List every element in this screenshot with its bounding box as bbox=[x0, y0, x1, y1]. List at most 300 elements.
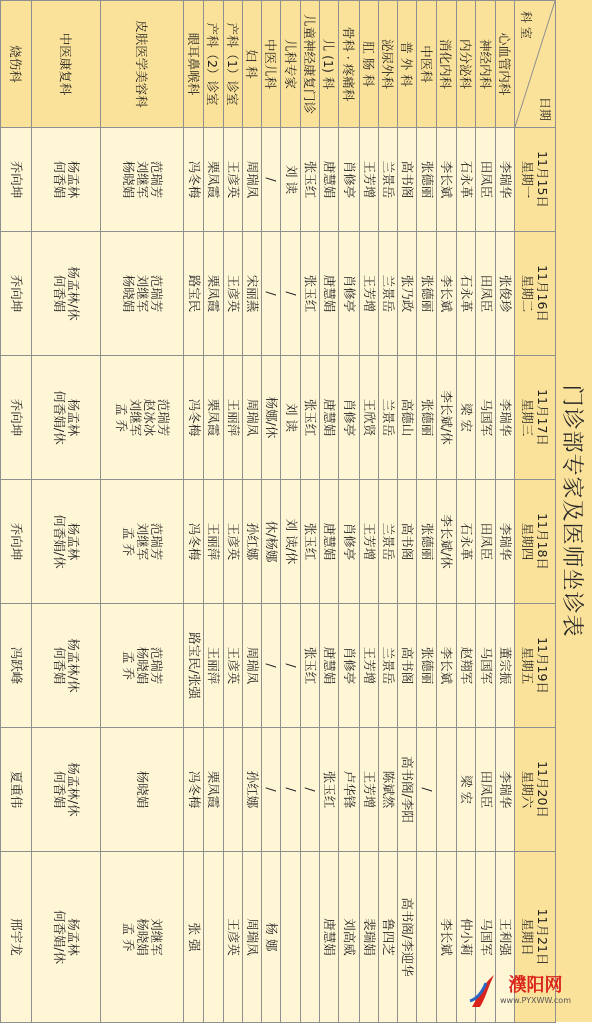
day-date: 11月18日 bbox=[535, 513, 550, 570]
doctor-name: 何香娟 bbox=[51, 770, 67, 809]
doctor-name: 高书阁 bbox=[400, 522, 416, 561]
doctor-name: 刘继军 bbox=[134, 274, 150, 313]
doctor-name: 高书阁/李阳 bbox=[400, 756, 416, 823]
schedule-cell bbox=[417, 232, 436, 356]
schedule-cell bbox=[281, 356, 300, 480]
doctor-name: 栗凤霞 bbox=[206, 770, 222, 809]
doctor-name: 范瑞芳 bbox=[155, 398, 171, 437]
schedule-cell bbox=[262, 232, 281, 356]
schedule-cell bbox=[183, 728, 203, 852]
schedule-cell bbox=[223, 728, 242, 852]
doctor-name: 王芳增 bbox=[361, 274, 377, 313]
dept-cell: 儿童神经康复门诊 bbox=[300, 1, 319, 128]
schedule-cell bbox=[204, 480, 223, 604]
day-date: 11月16日 bbox=[535, 265, 550, 322]
schedule-cell bbox=[398, 232, 417, 356]
doctor-name: 张俊珍 bbox=[497, 274, 513, 313]
doctor-name: 陈斌然 bbox=[381, 770, 397, 809]
schedule-cell bbox=[359, 852, 378, 1023]
doctor-name: 肖修亭 bbox=[341, 522, 357, 561]
table-row bbox=[204, 1, 223, 1023]
doctor-name: 李瑞华 bbox=[497, 522, 513, 561]
schedule-cell bbox=[378, 356, 397, 480]
table-row bbox=[476, 1, 495, 1023]
schedule-cell bbox=[359, 480, 378, 604]
schedule-cell bbox=[281, 852, 300, 1023]
doctor-name: 杨 娜 bbox=[264, 922, 280, 952]
doctor-name: 肖修亭 bbox=[341, 646, 357, 685]
schedule-cell bbox=[242, 356, 261, 480]
doctor-name: 刘继军 bbox=[134, 160, 150, 199]
doctor-name: 董宗振 bbox=[497, 646, 513, 685]
schedule-cell bbox=[242, 480, 261, 604]
doctor-name: 王丽萍 bbox=[206, 646, 222, 685]
schedule-cell bbox=[262, 128, 281, 232]
doctor-name: 唐慧娟 bbox=[322, 522, 338, 561]
table-row bbox=[457, 1, 476, 1023]
doctor-name: 李长斌 bbox=[439, 646, 455, 685]
doctor-name: 冯冬梅 bbox=[186, 398, 202, 437]
schedule-cell bbox=[262, 728, 281, 852]
schedule-cell bbox=[457, 480, 476, 604]
schedule-cell bbox=[398, 852, 417, 1023]
table-row bbox=[183, 1, 203, 1023]
dept-cell: 神经内科 bbox=[476, 1, 495, 128]
dept-cell: 产科（1）诊室 bbox=[223, 1, 242, 128]
schedule-cell bbox=[1, 128, 32, 232]
schedule-cell bbox=[262, 356, 281, 480]
doctor-name: 何香娟 bbox=[51, 274, 67, 313]
schedule-cell bbox=[204, 728, 223, 852]
doctor-name: 乔向坤 bbox=[8, 398, 24, 437]
doctor-name: 卢华锋 bbox=[341, 770, 357, 809]
schedule-cell bbox=[262, 480, 281, 604]
schedule-cell bbox=[417, 604, 436, 728]
doctor-name: 杨娜/休 bbox=[264, 396, 280, 439]
doctor-name: 何香娟/休 bbox=[51, 514, 67, 569]
day-weekday: 星期二 bbox=[520, 274, 535, 313]
doctor-name: 范瑞芳 bbox=[148, 646, 164, 685]
schedule-cell bbox=[100, 852, 183, 1023]
schedule-cell bbox=[476, 128, 495, 232]
schedule-cell bbox=[242, 128, 261, 232]
schedule-cell bbox=[31, 728, 100, 852]
doctor-name: 范瑞芳 bbox=[148, 160, 164, 199]
schedule-cell bbox=[281, 604, 300, 728]
schedule-cell bbox=[457, 604, 476, 728]
logo-icon bbox=[468, 971, 498, 1011]
day-date: 11月15日 bbox=[535, 151, 550, 208]
table-row bbox=[100, 1, 183, 1023]
day-date: 11月17日 bbox=[535, 389, 550, 446]
doctor-name: 杨孟林 bbox=[65, 522, 81, 561]
doctor-name: / bbox=[264, 663, 280, 668]
day-header bbox=[515, 128, 556, 232]
dept-cell: 泌尿外科 bbox=[378, 1, 397, 128]
schedule-cell bbox=[378, 852, 397, 1023]
doctor-name: / bbox=[283, 787, 299, 792]
schedule-cell bbox=[223, 480, 242, 604]
dept-cell: 肛 肠 科 bbox=[359, 1, 378, 128]
schedule-cell bbox=[398, 480, 417, 604]
doctor-name: 张德丽 bbox=[419, 646, 435, 685]
doctor-name: 刘高威 bbox=[341, 918, 357, 956]
schedule-cell bbox=[339, 604, 359, 728]
doctor-name: 周瑞凤 bbox=[244, 160, 260, 199]
schedule-cell bbox=[100, 728, 183, 852]
doctor-name: 肖修亭 bbox=[341, 274, 357, 313]
doctor-name: 唐慧娟 bbox=[322, 160, 338, 199]
doctor-name: 邢宇龙 bbox=[8, 918, 24, 956]
doctor-name: 张玉红 bbox=[302, 522, 318, 561]
schedule-cell bbox=[359, 356, 378, 480]
schedule-cell bbox=[495, 128, 514, 232]
doctor-name: 刘 读/休 bbox=[283, 518, 299, 565]
table-row bbox=[281, 1, 300, 1023]
doctor-name: 马国军 bbox=[478, 398, 494, 437]
doctor-name: 杨晓娟 bbox=[134, 646, 150, 685]
doctor-name: 杨孟林 bbox=[65, 918, 81, 956]
doctor-name: 杨孟林/休 bbox=[65, 266, 81, 321]
table-row bbox=[359, 1, 378, 1023]
schedule-cell bbox=[281, 480, 300, 604]
schedule-cell bbox=[495, 356, 514, 480]
dept-cell: 产科（2）诊室 bbox=[204, 1, 223, 128]
doctor-name: 唐慧娟 bbox=[322, 646, 338, 685]
doctor-name: 宋丽燕 bbox=[244, 274, 260, 313]
schedule-cell bbox=[339, 232, 359, 356]
table-row bbox=[300, 1, 319, 1023]
schedule-cell bbox=[300, 480, 319, 604]
schedule-cell bbox=[31, 232, 100, 356]
doctor-name: 赵冰冰 bbox=[141, 398, 157, 437]
doctor-name: 唐慧娟 bbox=[322, 918, 338, 956]
schedule-cell bbox=[398, 356, 417, 480]
day-weekday: 星期六 bbox=[520, 770, 535, 809]
doctor-name: 张玉红 bbox=[302, 646, 318, 685]
doctor-name: 兰景岳 bbox=[381, 274, 397, 313]
doctor-name: 兰景岳 bbox=[381, 160, 397, 199]
doctor-name: 梁 宏 bbox=[459, 775, 475, 804]
doctor-name: 杨晓娟 bbox=[134, 770, 150, 809]
doctor-name: 王芳增 bbox=[361, 770, 377, 809]
doctor-name: 肖修亭 bbox=[341, 398, 357, 437]
dept-cell: 儿 (1) 科 bbox=[320, 1, 339, 128]
table-row bbox=[417, 1, 436, 1023]
day-date: 11月20日 bbox=[535, 761, 550, 818]
doctor-name: 范瑞芳 bbox=[148, 522, 164, 561]
dept-cell: 妇 科 bbox=[242, 1, 261, 128]
schedule-cell bbox=[31, 128, 100, 232]
schedule-cell bbox=[183, 852, 203, 1023]
dept-cell: 儿科专家 bbox=[281, 1, 300, 128]
doctor-name: 梁 宏 bbox=[459, 403, 475, 432]
schedule-cell bbox=[204, 356, 223, 480]
doctor-name: 何香娟 bbox=[51, 160, 67, 199]
doctor-name: 马国军 bbox=[478, 918, 494, 956]
doctor-name: 兰景岳 bbox=[381, 522, 397, 561]
doctor-name: 乔向坤 bbox=[8, 522, 24, 561]
day-weekday: 星期三 bbox=[520, 398, 535, 437]
schedule-cell bbox=[457, 232, 476, 356]
table-row bbox=[398, 1, 417, 1023]
doctor-name: / bbox=[283, 663, 299, 668]
schedule-cell bbox=[223, 604, 242, 728]
dept-cell: 内分泌科 bbox=[457, 1, 476, 128]
table-row bbox=[378, 1, 397, 1023]
doctor-name: 李瑞华 bbox=[497, 398, 513, 437]
doctor-name: 张 强 bbox=[186, 922, 202, 952]
day-header bbox=[515, 356, 556, 480]
schedule-cell bbox=[223, 356, 242, 480]
doctor-name: 刘 读 bbox=[283, 403, 299, 432]
doctor-name: 范瑞芳 bbox=[148, 274, 164, 313]
schedule-cell bbox=[204, 232, 223, 356]
schedule-cell bbox=[378, 128, 397, 232]
schedule-cell bbox=[223, 128, 242, 232]
doctor-name: 李瑞华 bbox=[497, 160, 513, 199]
schedule-cell bbox=[436, 356, 456, 480]
doctor-name: 孟 乔 bbox=[120, 922, 136, 952]
doctor-name: 路宝民 bbox=[186, 274, 202, 313]
doctor-name: 刘继军 bbox=[134, 522, 150, 561]
doctor-name: 高书阁/李迎华 bbox=[400, 897, 416, 977]
doctor-name: 刘 读 bbox=[283, 165, 299, 194]
doctor-name: 张德丽 bbox=[419, 522, 435, 561]
doctor-name: 王芳增 bbox=[361, 160, 377, 199]
schedule-cell bbox=[204, 604, 223, 728]
doctor-name: 李长斌 bbox=[439, 274, 455, 313]
schedule-cell bbox=[300, 604, 319, 728]
doctor-name: 田凤臣 bbox=[478, 274, 494, 313]
schedule-cell bbox=[378, 232, 397, 356]
doctor-name: 何香娟 bbox=[51, 646, 67, 685]
doctor-name: 冯跃峰 bbox=[8, 646, 24, 685]
doctor-name: 李瑞华 bbox=[497, 770, 513, 809]
schedule-cell bbox=[457, 128, 476, 232]
day-weekday: 星期五 bbox=[520, 646, 535, 685]
doctor-name: 张德丽 bbox=[419, 160, 435, 199]
schedule-cell bbox=[476, 728, 495, 852]
doctor-name: 石永革 bbox=[459, 522, 475, 561]
table-row bbox=[223, 1, 242, 1023]
doctor-name: 高书阁 bbox=[400, 646, 416, 685]
day-weekday: 星期四 bbox=[520, 522, 535, 561]
schedule-cell bbox=[320, 480, 339, 604]
schedule-cell bbox=[100, 356, 183, 480]
schedule-cell bbox=[1, 356, 32, 480]
doctor-name: 张玉红 bbox=[302, 160, 318, 199]
doctor-name: 石永革 bbox=[459, 160, 475, 199]
schedule-cell bbox=[436, 480, 456, 604]
doctor-name: 孙红娜 bbox=[244, 770, 260, 809]
day-weekday: 星期一 bbox=[520, 160, 535, 199]
doctor-name: 王芳增 bbox=[361, 522, 377, 561]
doctor-name: 王彦英 bbox=[225, 918, 241, 956]
schedule-cell bbox=[378, 480, 397, 604]
doctor-name: 赵翔军 bbox=[459, 646, 475, 685]
table-row bbox=[242, 1, 261, 1023]
doctor-name: 王彦英 bbox=[225, 522, 241, 561]
schedule-cell bbox=[281, 728, 300, 852]
day-date: 11月21日 bbox=[535, 908, 550, 966]
doctor-name: 栗凤霞 bbox=[206, 274, 222, 313]
day-date: 11月19日 bbox=[535, 637, 550, 694]
schedule-cell bbox=[1, 480, 32, 604]
dept-cell: 消化内科 bbox=[436, 1, 456, 128]
doctor-name: 马国军 bbox=[478, 646, 494, 685]
doctor-name: 王丽萍 bbox=[206, 522, 222, 561]
doctor-name: 周瑞凤 bbox=[244, 918, 260, 956]
schedule-cell bbox=[204, 128, 223, 232]
day-header bbox=[515, 604, 556, 728]
doctor-name: 杨孟林/休 bbox=[65, 762, 81, 817]
schedule-cell bbox=[417, 128, 436, 232]
day-weekday: 星期日 bbox=[520, 918, 535, 956]
doctor-name: 李长斌 bbox=[439, 918, 455, 956]
doctor-name: 石永革 bbox=[459, 274, 475, 313]
schedule-cell bbox=[300, 128, 319, 232]
schedule-cell bbox=[457, 728, 476, 852]
site-logo bbox=[468, 960, 592, 1022]
schedule-cell bbox=[183, 604, 203, 728]
schedule-cell bbox=[398, 728, 417, 852]
doctor-name: 王利强 bbox=[497, 918, 513, 956]
doctor-name: 何香娟/休 bbox=[51, 909, 67, 965]
schedule-cell bbox=[223, 232, 242, 356]
corner-dept-label: 科 室 bbox=[519, 11, 533, 39]
doctor-name: 张玉红 bbox=[302, 274, 318, 313]
header-row bbox=[515, 1, 556, 1023]
doctor-name: 田凤臣 bbox=[478, 160, 494, 199]
schedule-cell bbox=[320, 128, 339, 232]
table-row bbox=[339, 1, 359, 1023]
doctor-name: 杨晓娟 bbox=[120, 160, 136, 199]
schedule-cell bbox=[242, 232, 261, 356]
schedule-cell bbox=[31, 480, 100, 604]
schedule-cell bbox=[436, 128, 456, 232]
table-row bbox=[320, 1, 339, 1023]
schedule-cell bbox=[378, 604, 397, 728]
schedule-cell bbox=[281, 232, 300, 356]
doctor-name: / bbox=[264, 177, 280, 182]
doctor-name: 夏重伟 bbox=[8, 770, 24, 809]
schedule-cell bbox=[436, 604, 456, 728]
doctor-name: 杨晓娟 bbox=[120, 274, 136, 313]
dept-cell: 中医科 bbox=[417, 1, 436, 128]
dept-cell: 眼耳鼻喉科 bbox=[183, 1, 203, 128]
doctor-name: / bbox=[264, 787, 280, 792]
schedule-cell bbox=[359, 128, 378, 232]
schedule-cell bbox=[1, 604, 32, 728]
schedule-cell bbox=[417, 356, 436, 480]
schedule-cell bbox=[31, 852, 100, 1023]
doctor-name: 张德丽 bbox=[419, 398, 435, 437]
doctor-name: 王丽萍 bbox=[225, 398, 241, 437]
schedule-cell bbox=[417, 852, 436, 1023]
doctor-name: 裴瑞娟 bbox=[361, 918, 377, 956]
doctor-name: / bbox=[264, 291, 280, 296]
table-row bbox=[495, 1, 514, 1023]
table-row bbox=[436, 1, 456, 1023]
doctor-name: 兰景岳 bbox=[381, 398, 397, 437]
table-row bbox=[262, 1, 281, 1023]
schedule-cell bbox=[100, 232, 183, 356]
schedule-cell bbox=[183, 232, 203, 356]
doctor-name: 张乃政 bbox=[400, 274, 416, 313]
logo-url: www.PYXWW.com bbox=[500, 996, 571, 1005]
dept-cell: 烧伤科 bbox=[1, 1, 32, 128]
schedule-cell bbox=[476, 232, 495, 356]
schedule-cell bbox=[398, 604, 417, 728]
table-row bbox=[31, 1, 100, 1023]
doctor-name: 杨孟林/休 bbox=[65, 638, 81, 693]
schedule-cell bbox=[300, 852, 319, 1023]
doctor-name: 冯冬梅 bbox=[186, 522, 202, 561]
doctor-name: 孟 乔 bbox=[120, 651, 136, 680]
day-header bbox=[515, 232, 556, 356]
schedule-cell bbox=[417, 728, 436, 852]
doctor-name: 高德山 bbox=[400, 398, 416, 437]
schedule-cell bbox=[100, 128, 183, 232]
day-header bbox=[515, 728, 556, 852]
doctor-name: 兰景岳 bbox=[381, 646, 397, 685]
doctor-name: 冯冬梅 bbox=[186, 770, 202, 809]
schedule-cell bbox=[495, 480, 514, 604]
schedule-cell bbox=[495, 728, 514, 852]
schedule-cell bbox=[1, 852, 32, 1023]
doctor-name: 乔向坤 bbox=[8, 274, 24, 313]
doctor-name: 乔向坤 bbox=[8, 160, 24, 199]
schedule-cell bbox=[183, 480, 203, 604]
schedule-cell bbox=[31, 604, 100, 728]
doctor-name: 肖修亭 bbox=[341, 160, 357, 199]
schedule-cell bbox=[204, 852, 223, 1023]
day-header bbox=[515, 480, 556, 604]
schedule-cell bbox=[223, 852, 242, 1023]
schedule-body bbox=[1, 1, 515, 1023]
doctor-name: 周瑞凤 bbox=[244, 646, 260, 685]
doctor-name: 刘继军 bbox=[148, 918, 164, 956]
schedule-cell bbox=[183, 128, 203, 232]
dept-cell: 中医康复科 bbox=[31, 1, 100, 128]
schedule-cell bbox=[476, 604, 495, 728]
schedule-cell bbox=[1, 728, 32, 852]
doctor-name: 杨晓娟 bbox=[134, 918, 150, 956]
doctor-name: 杨孟林 bbox=[65, 160, 81, 199]
schedule-cell bbox=[436, 852, 456, 1023]
dept-cell: 皮肤医学美容科 bbox=[100, 1, 183, 128]
corner-date-label: 日期 bbox=[538, 96, 552, 121]
doctor-name: 田凤臣 bbox=[478, 522, 494, 561]
schedule-cell bbox=[339, 728, 359, 852]
doctor-name: 李长斌/休 bbox=[439, 390, 455, 445]
doctor-name: / bbox=[283, 291, 299, 296]
doctor-name: / bbox=[419, 787, 435, 792]
schedule-cell bbox=[320, 604, 339, 728]
schedule-cell bbox=[339, 128, 359, 232]
schedule-cell bbox=[320, 852, 339, 1023]
schedule-cell bbox=[320, 728, 339, 852]
schedule-cell bbox=[476, 356, 495, 480]
dept-cell: 中医儿科 bbox=[262, 1, 281, 128]
page-title: 门诊部专家及医师坐诊表 bbox=[555, 0, 592, 1022]
doctor-name: 王彦英 bbox=[225, 160, 241, 199]
schedule-cell bbox=[457, 356, 476, 480]
schedule-cell bbox=[1, 232, 32, 356]
schedule-cell bbox=[339, 356, 359, 480]
doctor-name: 鲁四芝 bbox=[381, 918, 397, 956]
